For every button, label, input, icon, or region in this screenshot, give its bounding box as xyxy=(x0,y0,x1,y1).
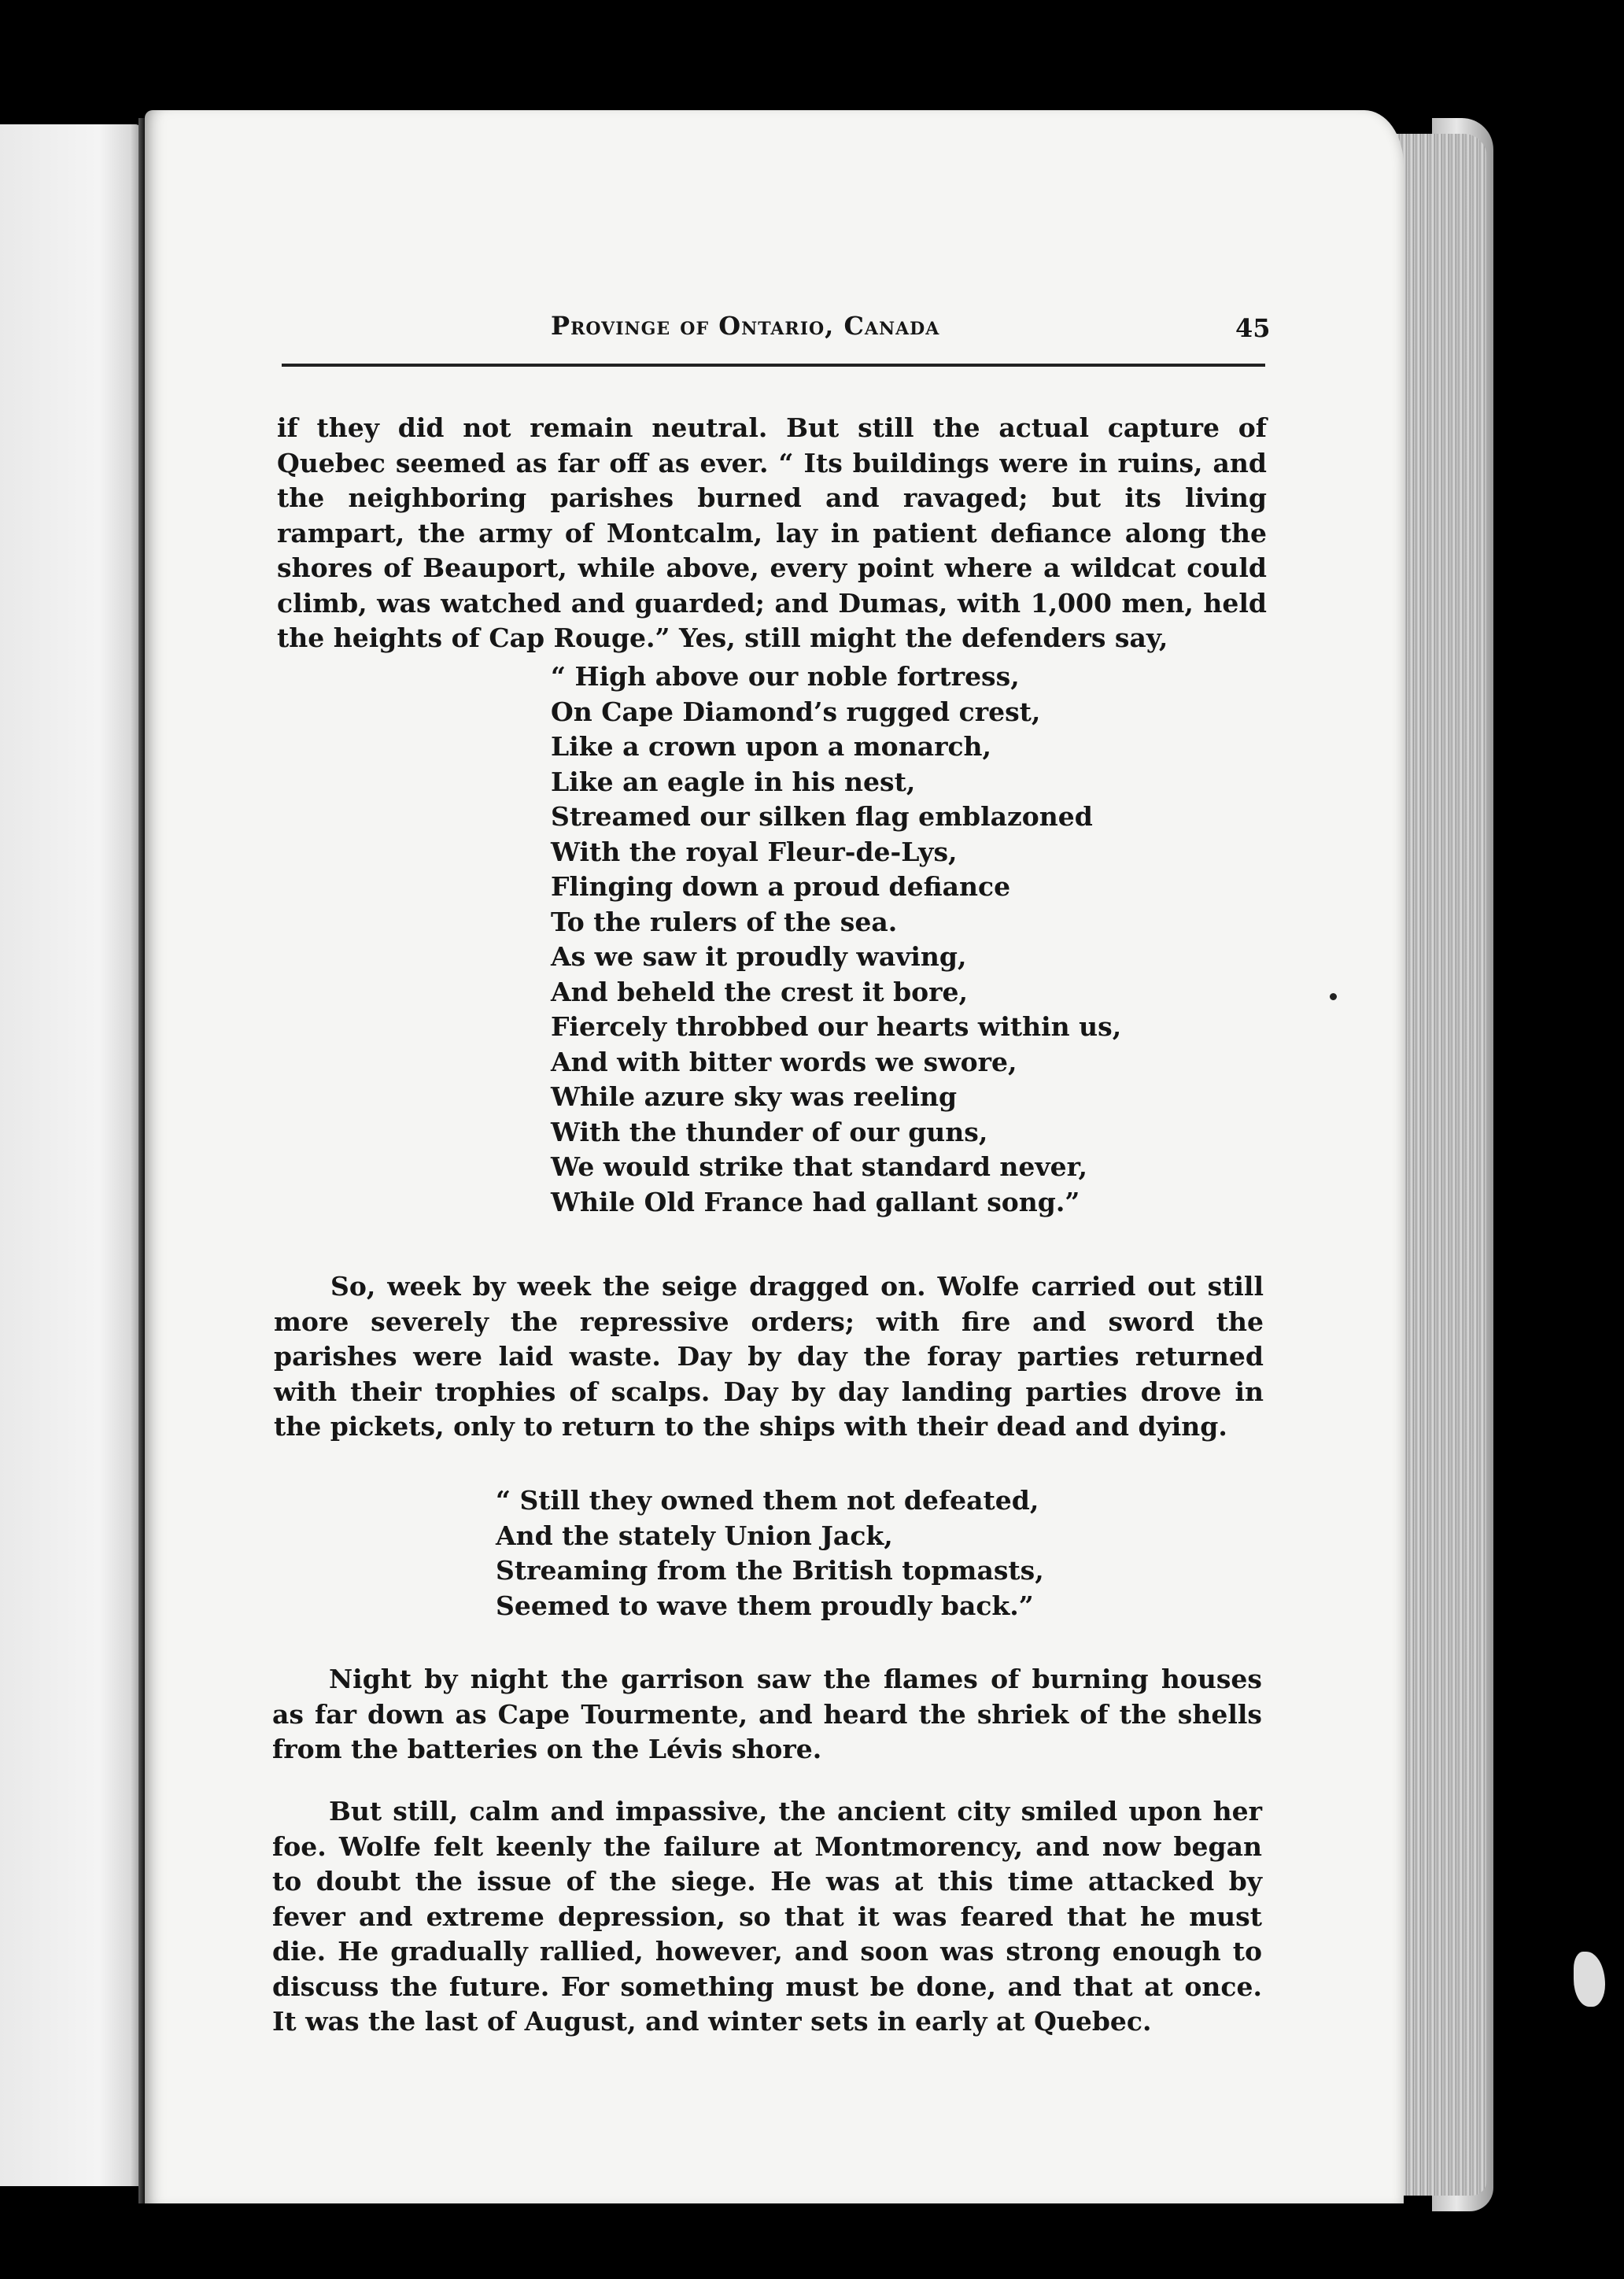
verse-2: “ Still they owned them not defeated, And the stately Union Jack, Streaming from the British topmasts, Seemed to wave them proudly back.” xyxy=(496,1485,1044,1621)
scan-speck xyxy=(1330,993,1337,1000)
paragraph-1: if they did not remain neutral. But still the actual capture of Quebec seemed as far off as ever. “ Its buildings were in ruins, and the neighboring parishes burned and ravaged; but its living rampart, the army of Montcalm, lay in patient defiance along the shores of Beauport, while above, every point where a wildcat could climb, was watched and guarded; and Dumas, with 1,000 men, held the heights of Cap Rouge.” Yes, still might the defenders say, xyxy=(277,412,1267,653)
paragraph-4: But still, calm and impassive, the ancient city smiled upon her foe. Wolfe felt keenly the failure at Montmorency, and now began to doubt the issue of the siege. He was at this time attacked by fever and extreme depression, so that it was feared that he must die. He gradually rallied, however, and soon was strong enough to discuss the future. For something must be done, and that at once. It was the last of August, and winter sets in early at Quebec. xyxy=(272,1796,1262,2037)
verse-1: “ High above our noble fortress, On Cape Diamond’s rugged crest, Like a crown upon a monarch, Like an eagle in his nest, Streamed our silken flag emblazoned With the royal Fleur-de-Lys, Flinging down a proud defiance To the rulers of the sea. As we saw it proudly waving, And beheld the crest it bore, Fiercely throbbed our hearts within us, And with bitter words we swore, While azure sky was reeling With the thunder of our guns, We would strike that standard never, While Old France had gallant song.” xyxy=(551,661,1122,1217)
header-rule xyxy=(282,364,1265,367)
page-number: 45 xyxy=(1235,313,1271,343)
paragraph-2: So, week by week the seige dragged on. Wolfe carried out still more severely the repressive orders; with fire and sword the parishes were laid waste. Day by day the foray parties returned with their trophies of scalps. Day by day landing parties drove in the pickets, only to return to the ships with their dead and dying. xyxy=(274,1271,1264,1442)
scan-speck xyxy=(1574,1952,1605,2007)
facing-page-edge xyxy=(0,124,142,2186)
running-head: Provinge of Ontario, Canada xyxy=(551,311,940,341)
page-edges xyxy=(1393,134,1487,2196)
paragraph-3: Night by night the garrison saw the flames of burning houses as far down as Cape Tourmente, and heard the shriek of the shells from the batteries on the Lévis shore. xyxy=(272,1664,1262,1764)
